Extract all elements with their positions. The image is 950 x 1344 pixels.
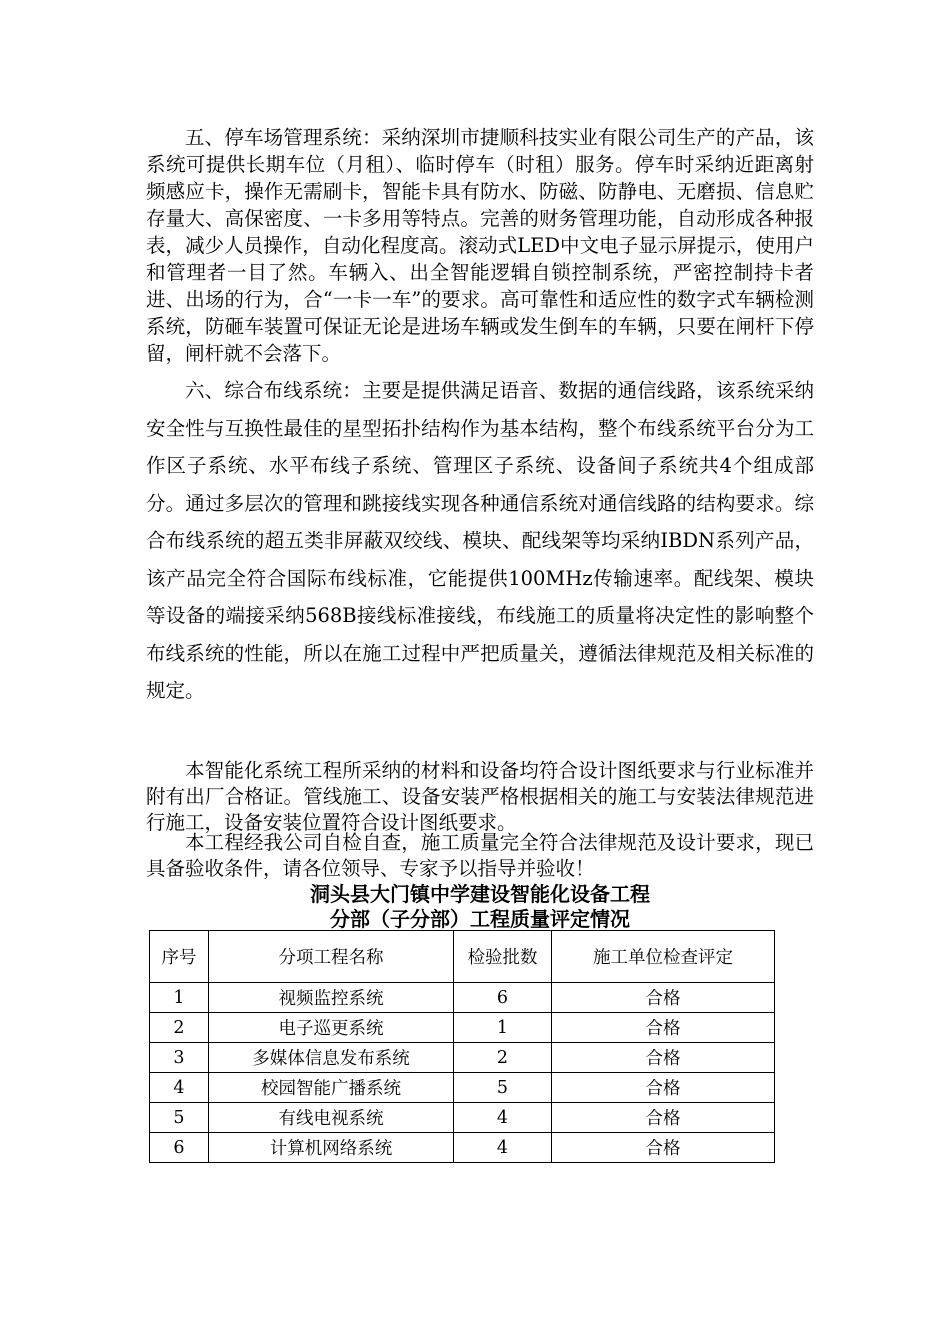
header-item-name: 分项工程名称 (209, 931, 454, 983)
cell-item-name: 校园智能广播系统 (209, 1073, 454, 1103)
cell-index: 3 (150, 1043, 209, 1073)
cell-batch-count: 2 (454, 1043, 552, 1073)
table-row (150, 1103, 775, 1133)
cell-item-name: 有线电视系统 (209, 1103, 454, 1133)
quality-assessment-table (149, 930, 775, 1163)
cell-index: 6 (150, 1133, 209, 1163)
cell-index: 1 (150, 983, 209, 1013)
paragraph-cabling-system: 六、综合布线系统：主要是提供满足语音、数据的通信线路，该系统采纳安全性与互换性最佳的星型拓扑结构作为基本结构，整个布线系统平台分为工作区子系统、水平布线子系统、管理区子系统、设备间子系统共4个组成部分。通过多层次的管理和跳接线实现各种通信系统对通信线路的结构要求。综合布线系统的超五类非屏蔽双绞线、模块、配线架等均采纳IBDN系列产品，该产品完全符合国际布线标准，它能提供100MHz传输速率。配线架、模块等设备的端接采纳568B接线标准接线，布线施工的质量将决定性的影响整个布线系统的性能，所以在施工过程中严把质量关，遵循法律规范及相关标准的规定。 (146, 379, 814, 702)
cell-assessment: 合格 (552, 1133, 775, 1163)
cell-item-name: 电子巡更系统 (209, 1013, 454, 1043)
paragraph-materials-compliance: 本智能化系统工程所采纳的材料和设备均符合设计图纸要求与行业标准并附有出厂合格证。管线施工、设备安装严格根据相关的施工与安装法律规范进行施工，设备安装位置符合设计图纸要求。 (146, 759, 814, 834)
table-row (150, 1043, 775, 1073)
table-header-row (150, 931, 775, 983)
header-index: 序号 (150, 931, 209, 983)
table-row (150, 1013, 775, 1043)
cell-batch-count: 1 (454, 1013, 552, 1043)
cell-index: 5 (150, 1103, 209, 1133)
cell-assessment: 合格 (552, 1103, 775, 1133)
table-row (150, 1133, 775, 1163)
cell-item-name: 计算机网络系统 (209, 1133, 454, 1163)
table-row (150, 1073, 775, 1103)
paragraph-acceptance-request: 本工程经我公司自检自查，施工质量完全符合法律规范及设计要求，现已具备验收条件，请各位领导、专家予以指导并验收！ (146, 831, 814, 880)
cell-index: 4 (150, 1073, 209, 1103)
cell-assessment: 合格 (552, 1013, 775, 1043)
cell-assessment: 合格 (552, 1073, 775, 1103)
header-assessment: 施工单位检查评定 (552, 931, 775, 983)
cell-index: 2 (150, 1013, 209, 1043)
cell-assessment: 合格 (552, 983, 775, 1013)
table-row (150, 983, 775, 1013)
cell-item-name: 视频监控系统 (209, 983, 454, 1013)
cell-batch-count: 4 (454, 1103, 552, 1133)
table-title-line2: 分部（子分部）工程质量评定情况 (330, 907, 630, 931)
cell-batch-count: 4 (454, 1133, 552, 1163)
paragraph-parking-system: 五、停车场管理系统：采纳深圳市捷顺科技实业有限公司生产的产品，该系统可提供长期车位（月租）、临时停车（时租）服务。停车时采纳近距离射频感应卡，操作无需刷卡，智能卡具有防水、防磁、防静电、无磨损、信息贮存量大、高保密度、一卡多用等特点。完善的财务管理功能，自动形成各种报表，减少人员操作，自动化程度高。滚动式LED中文电子显示屏提示，使用户和管理者一目了然。车辆入、出全智能逻辑自锁控制系统，严密控制持卡者进、出场的行为，合“一卡一车”的要求。高可靠性和适应性的数字式车辆检测系统，防砸车装置可保证无论是进场车辆或发生倒车的车辆，只要在闸杆下停留，闸杆就不会落下。 (146, 126, 814, 365)
cell-item-name: 多媒体信息发布系统 (209, 1043, 454, 1073)
header-batch-count: 检验批数 (454, 931, 552, 983)
cell-batch-count: 5 (454, 1073, 552, 1103)
table-title-line1: 洞头县大门镇中学建设智能化设备工程 (310, 882, 650, 906)
cell-batch-count: 6 (454, 983, 552, 1013)
cell-assessment: 合格 (552, 1043, 775, 1073)
